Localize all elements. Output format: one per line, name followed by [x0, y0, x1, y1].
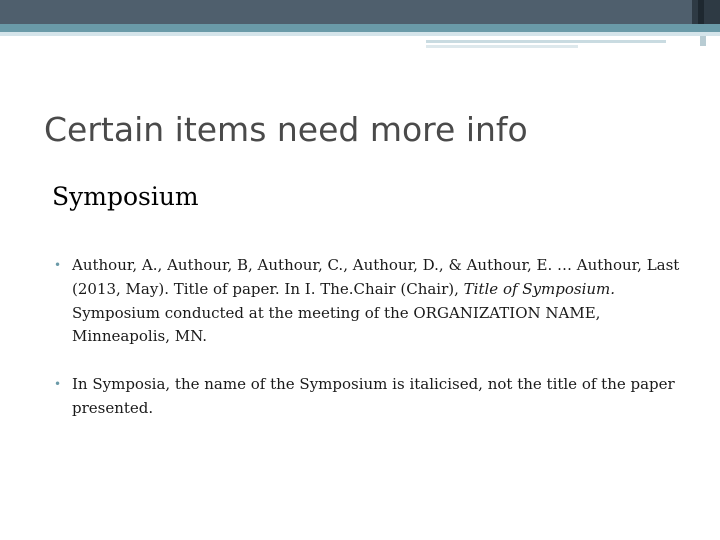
bullet-icon: •: [54, 377, 62, 392]
bullet-item-symposium-reference: [54, 254, 680, 349]
header-band-notch: [698, 0, 704, 24]
reference-text-end: Symposium conducted at the meeting of the ORGANIZATION NAME, Minneapolis, MN.: [72, 303, 601, 346]
bullet-icon: •: [54, 258, 62, 272]
slide-subtitle: Symposium: [52, 182, 199, 211]
header-band-corner: [692, 0, 720, 24]
decorative-mark: [700, 36, 706, 46]
accent-strip-light: [0, 32, 720, 36]
bullet-item-italic-note: [54, 373, 680, 421]
decorative-line: [426, 45, 578, 48]
reference-text: Authour, A., Authour, B, Authour, C., Authour, D., & Authour, E. … Authour, Last (2013, May). Title of paper. In I. The.Chair (Chair),: [72, 256, 680, 298]
slide-title: Certain items need more info: [44, 110, 528, 149]
header-band: [0, 0, 720, 24]
bullet-list: [54, 254, 680, 421]
note-text: In Symposia, the name of the Symposium is italicised, not the title of the paper presented.: [72, 375, 675, 417]
symposium-title-italic: Title of Symposium.: [463, 279, 616, 298]
decorative-line: [426, 40, 666, 43]
accent-strip: [0, 24, 720, 32]
